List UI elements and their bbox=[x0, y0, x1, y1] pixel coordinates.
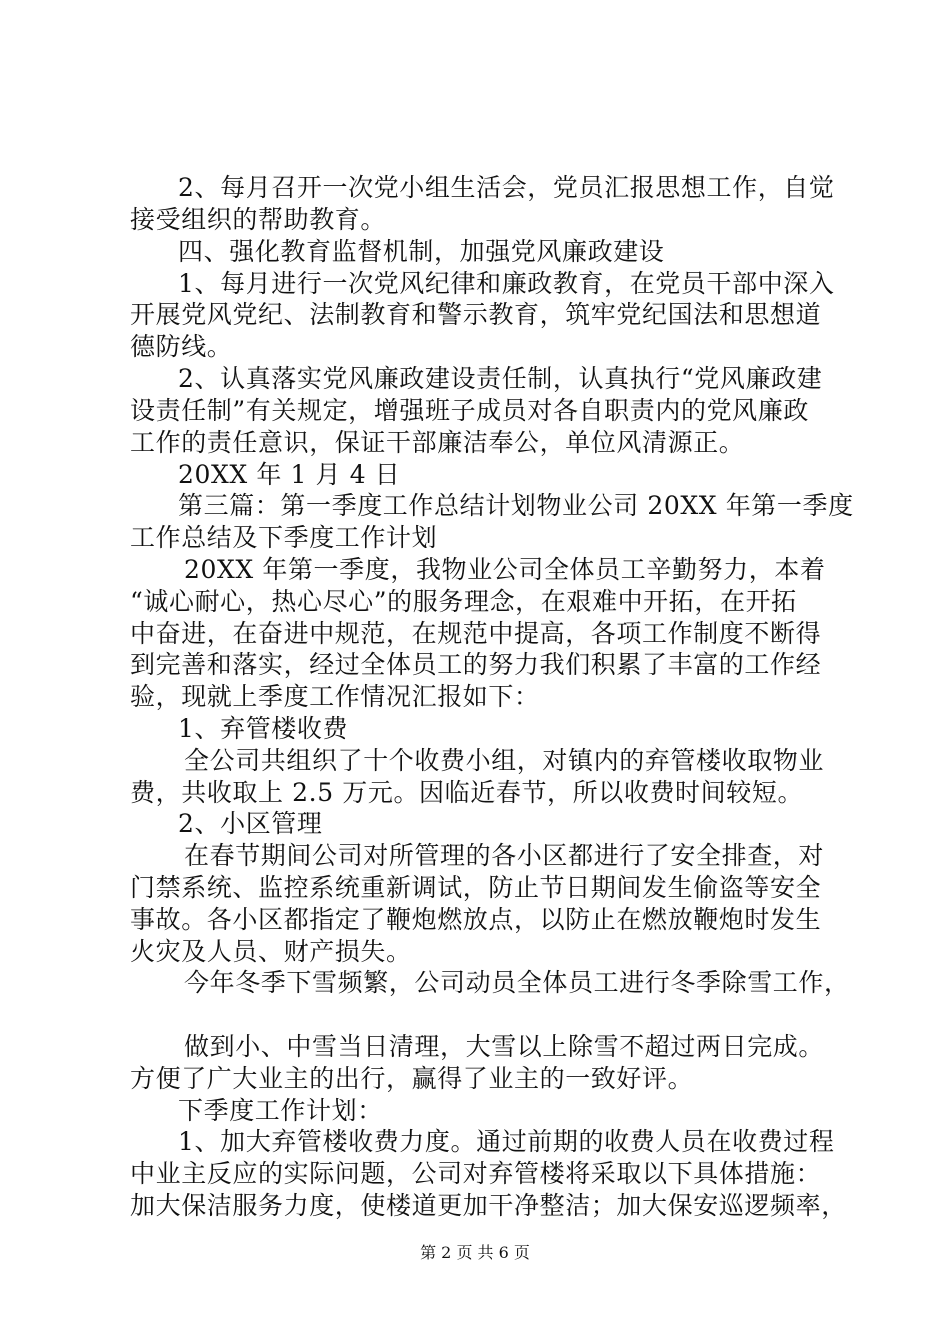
text-line: 中奋进，在奋进中规范，在规范中提高，各项工作制度不断得 bbox=[130, 619, 822, 648]
subsection-heading: 1、弃管楼收费 bbox=[178, 714, 349, 743]
text-line: 加大保洁服务力度，使楼道更加干净整洁；加大保安巡逻频率， bbox=[130, 1191, 847, 1220]
text-line: 中业主反应的实际问题，公司对弃管楼将采取以下具体措施： bbox=[130, 1159, 822, 1188]
date-line: 20XX 年 1 月 4 日 bbox=[178, 460, 401, 489]
text-line: 德防线。 bbox=[130, 332, 233, 361]
text-line: 工作的责任意识，保证干部廉洁奉公，单位风清源正。 bbox=[130, 428, 745, 457]
text-line: “诚心耐心，热心尽心”的服务理念，在艰难中开拓，在开拓 bbox=[130, 587, 797, 616]
section-heading: 工作总结及下季度工作计划 bbox=[130, 523, 438, 552]
text-line: 今年冬季下雪频繁，公司动员全体员工进行冬季除雪工作， bbox=[184, 968, 850, 997]
text-line: 验，现就上季度工作情况汇报如下： bbox=[130, 682, 540, 711]
text-line: 2、认真落实党风廉政建设责任制，认真执行“党风廉政建 bbox=[178, 364, 823, 393]
text-line: 做到小、中雪当日清理，大雪以上除雪不超过两日完成。 bbox=[184, 1032, 825, 1061]
text-line: 全公司共组织了十个收费小组，对镇内的弃管楼收取物业 bbox=[184, 746, 825, 775]
text-line: 1、每月进行一次党风纪律和廉政教育，在党员干部中深入 bbox=[178, 269, 835, 298]
text-line: 2、每月召开一次党小组生活会，党员汇报思想工作，自觉 bbox=[178, 173, 835, 202]
section-heading: 第三篇：第一季度工作总结计划物业公司 20XX 年第一季度 bbox=[178, 491, 854, 520]
text-line: 1、加大弃管楼收费力度。通过前期的收费人员在收费过程 bbox=[178, 1127, 835, 1156]
text-line: 开展党风党纪、法制教育和警示教育，筑牢党纪国法和思想道 bbox=[130, 300, 822, 329]
subsection-heading: 下季度工作计划： bbox=[178, 1096, 383, 1125]
text-line: 到完善和落实，经过全体员工的努力我们积累了丰富的工作经 bbox=[130, 650, 822, 679]
text-line: 20XX 年第一季度，我物业公司全体员工辛勤努力，本着 bbox=[184, 555, 826, 584]
section-heading: 四、强化教育监督机制，加强党风廉政建设 bbox=[178, 237, 665, 266]
text-line: 接受组织的帮助教育。 bbox=[130, 205, 387, 234]
text-line: 门禁系统、监控系统重新调试，防止节日期间发生偷盗等安全 bbox=[130, 873, 822, 902]
page-number-footer: 第 2 页 共 6 页 bbox=[420, 1243, 530, 1262]
text-line: 方便了广大业主的出行，赢得了业主的一致好评。 bbox=[130, 1064, 694, 1093]
text-line: 设责任制”有关规定，增强班子成员对各自职责内的党风廉政 bbox=[130, 396, 809, 425]
text-line: 事故。各小区都指定了鞭炮燃放点，以防止在燃放鞭炮时发生 bbox=[130, 905, 822, 934]
subsection-heading: 2、小区管理 bbox=[178, 809, 323, 838]
text-line: 在春节期间公司对所管理的各小区都进行了安全排查，对 bbox=[184, 841, 825, 870]
text-line: 火灾及人员、财产损失。 bbox=[130, 937, 412, 966]
text-line: 费，共收取上 2.5 万元。因临近春节，所以收费时间较短。 bbox=[130, 778, 804, 807]
